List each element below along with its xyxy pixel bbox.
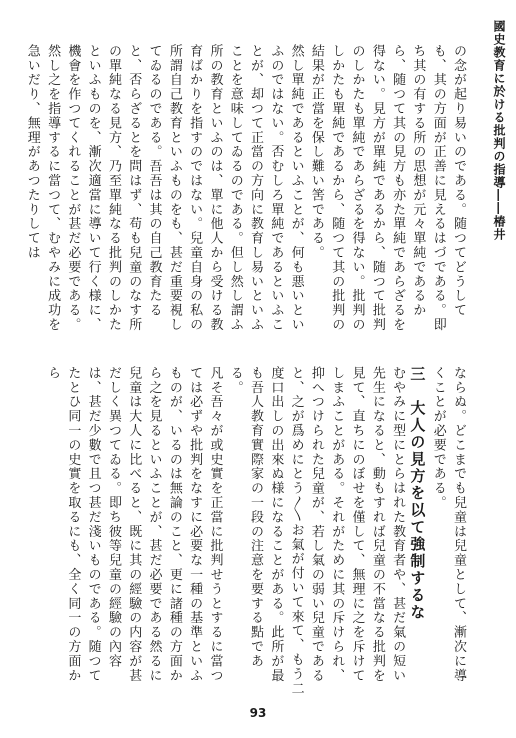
paragraph: の念が起り易いのである。随つてどうしても、其の方面が正善に見えるはづである。即ち其の有する所の思想が元々單純であるから、随つて其の見方も亦た單純であらざるを得ない。見方が單純であるから、随つて批判のしかたも單純であらざるを得ない。批判のしかたも單純であるから、随つて其の批判の結果が正當を保し難い筈である。 <box>308 44 466 332</box>
paragraph: むやみに型にとらはれた教育者や、甚だ氣の短い先生になると、動もすれば兒童の不當なる批判を見て、直ちにのぼせを僅して、無理に之を斥けてしまふことがある。それがために其の斥けられ、抑へつけられた兒童が、若し氣の弱い兒童であると、之が爲めにとう〳〵お氣が付いて來て、もう二度口出しの出來ぬ様になることがある。此所が最も吾人教育實際家の一段の注意を要する點である。 <box>227 366 406 696</box>
upper-text-block <box>24 44 468 344</box>
lower-text-block <box>45 366 468 696</box>
paragraph: 凡そ吾々が或史實を正當に批判せうとするに當つては必ずや批判をなすに必要な一種の基準といふものが、いるのは無論のこと、更に諸種の方面から之を見るといふことが、甚だ必要である然るに兒童は大人に比べると、既に其の經驗の内容が甚だしく異つてゐる。即ち彼等兒童の經驗の內容は、甚だ少數で且つ甚だ淺いものである。随つてたとひ同一の史實を取るにも、全く同一の方面から <box>45 366 223 683</box>
page-number: 93 <box>249 706 267 720</box>
paragraph: 然し單純であるといふことが、何も悪いといふのではない。否むしろ單純であるといふことが、却つて正當の方向に教育し易いといふことを意味してゐるのである。但し然し謂ふ所の教育といふのは、單に他人から受ける教育ばかりを指すのではない。兒童自身の私の所謂自己教育といふものをも、甚だ重要視してゐるのである。吾吾は其の自己教育たると、否らざるとを問はず、苟も兒童のなす所の單純なる見方、乃至單純なる批判のしかたといふものを、漸次適當に導いて行く様に、機會を作つてくれることが甚だ必要である。然し之を指導するに當つて、むやみに成功を急いだり、無理があつたりしては <box>24 44 304 332</box>
section-heading: 三 大人の見方を以て強制するな <box>408 366 427 621</box>
paragraph: ならぬ。どこまでも兒童は兒童として、漸次に導くことが必要である。 <box>430 366 466 683</box>
running-header: 國史教育に於ける批判の指導――椿井 <box>492 20 506 241</box>
